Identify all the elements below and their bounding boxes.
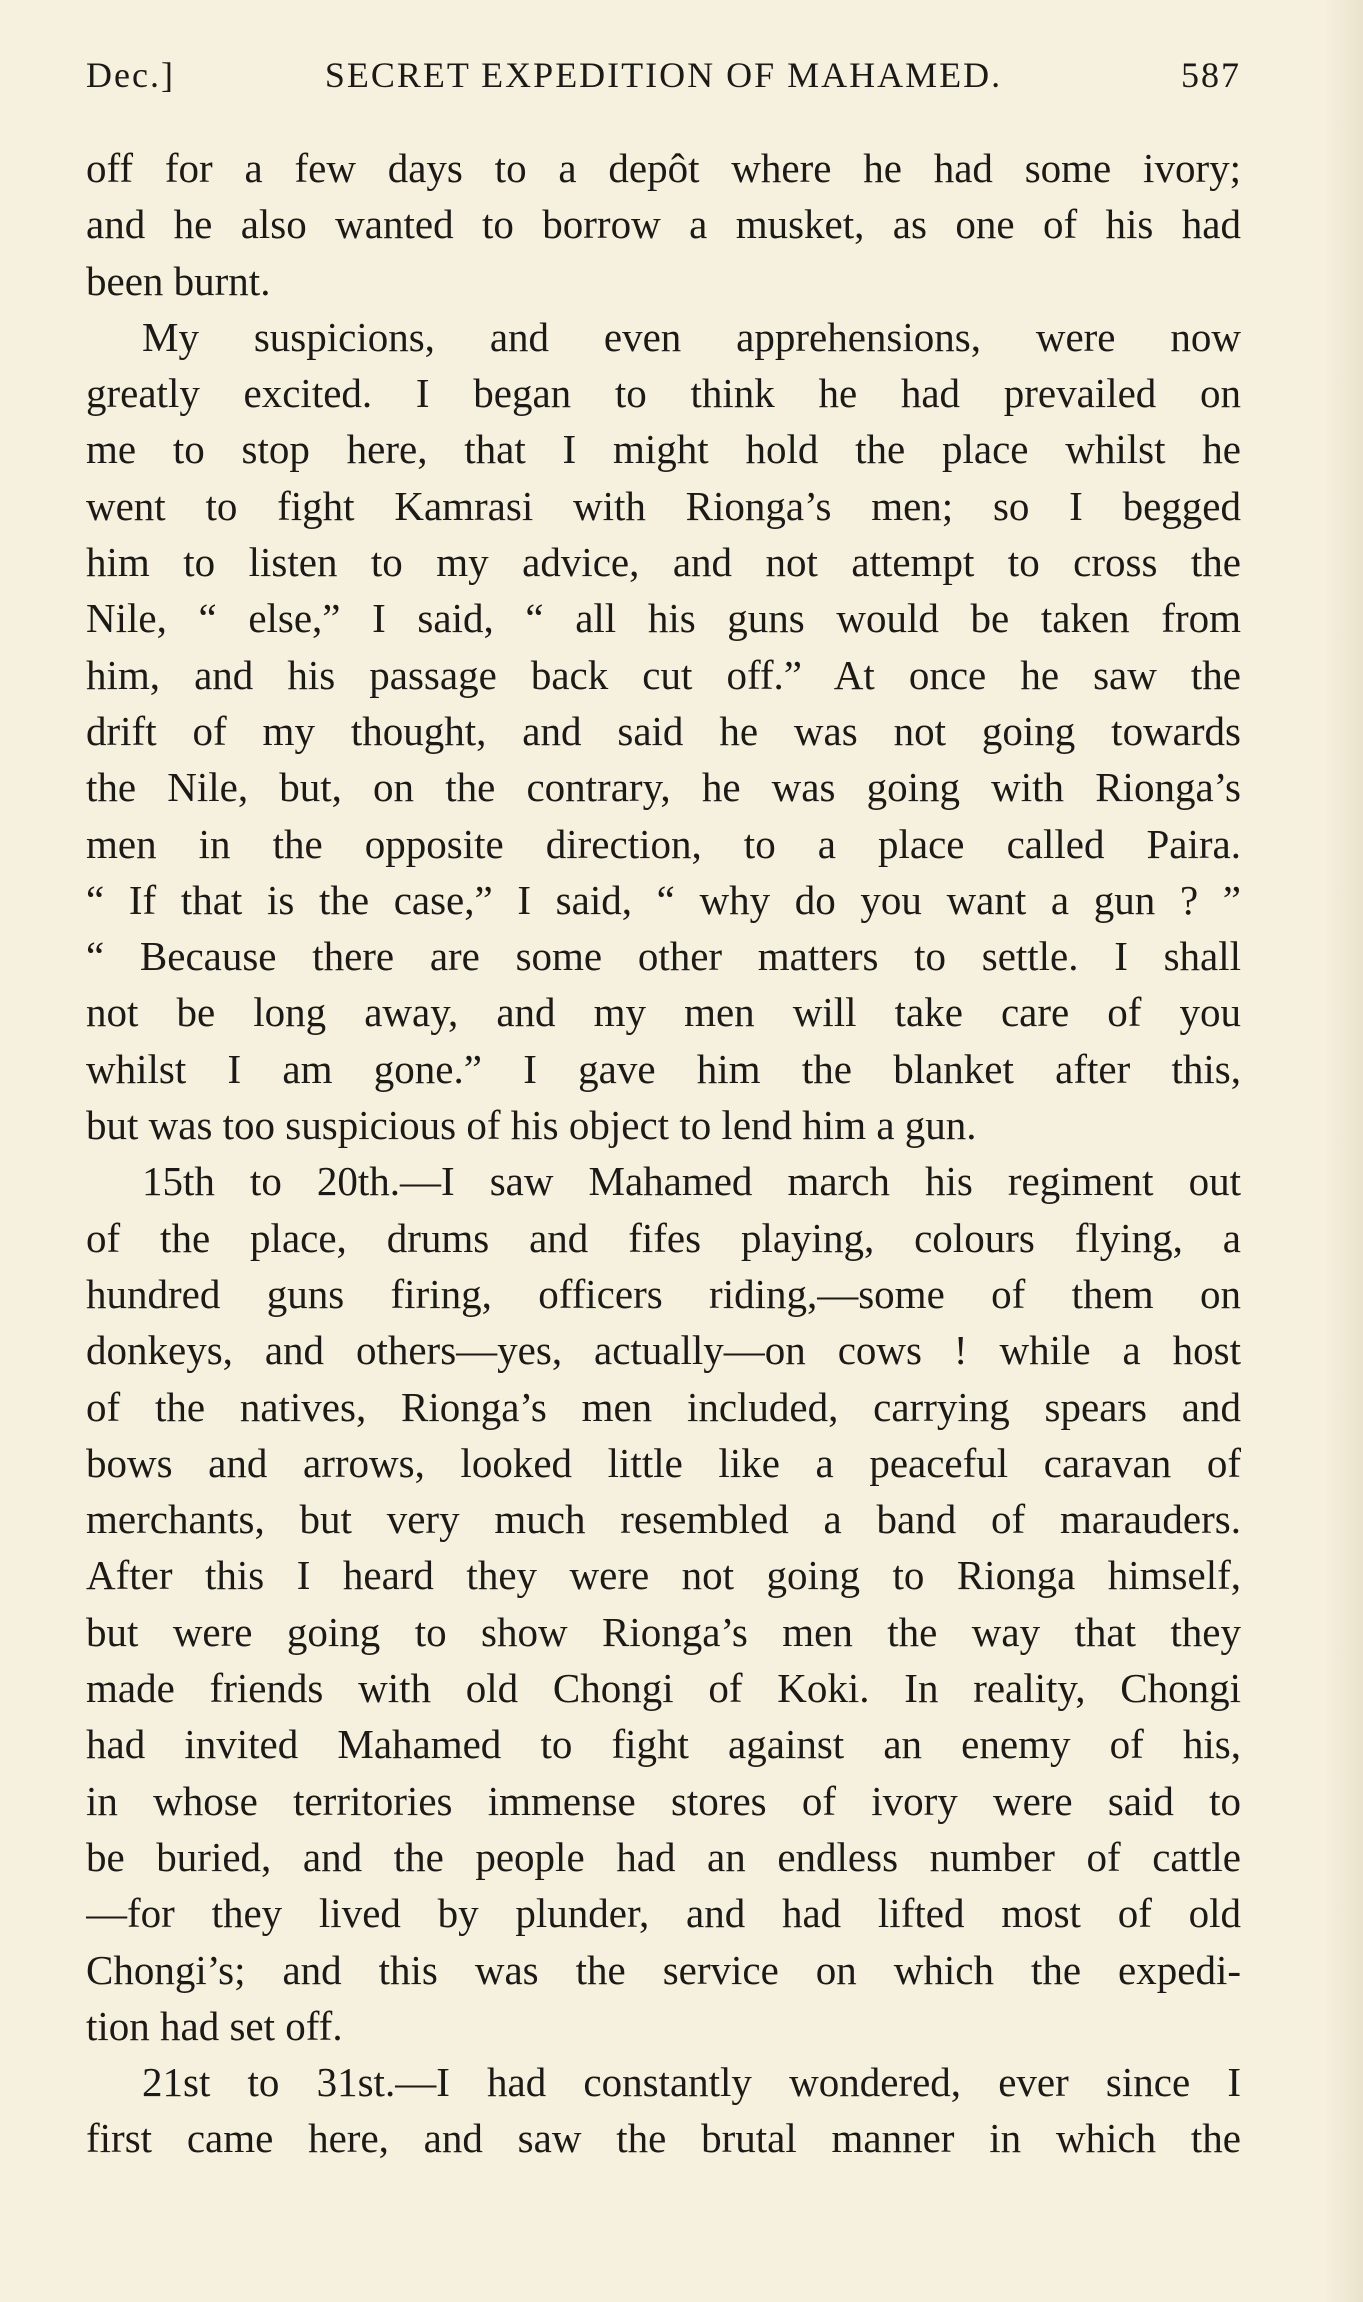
text-line: made friends with old Chongi of Koki. In reality, Chongi	[86, 1665, 1241, 1712]
text-line: —for they lived by plunder, and had lifted most of old	[86, 1890, 1241, 1937]
text-line: bows and arrows, looked little like a peaceful caravan of	[86, 1439, 1241, 1486]
text-line: not be long away, and my men will take care of you	[86, 989, 1241, 1036]
text-line: but were going to show Rionga’s men the way that they	[86, 1608, 1241, 1655]
text-line: donkeys, and others—yes, actually—on cows ! while a host	[86, 1327, 1241, 1374]
text-line: “ If that is the case,” I said, “ why do you want a gun ? ”	[86, 876, 1241, 923]
text-line: him, and his passage back cut off.” At once he saw the	[86, 651, 1241, 698]
text-line: first came here, and saw the brutal manner in which the	[86, 2115, 1241, 2162]
text-line: me to stop here, that I might hold the place whilst he	[86, 426, 1241, 473]
text-line: be buried, and the people had an endless number of cattle	[86, 1833, 1241, 1880]
text-line: Chongi’s; and this was the service on which the expedi-	[86, 1946, 1241, 1993]
text-line: in whose territories immense stores of ivory were said to	[86, 1777, 1241, 1824]
text-line: drift of my thought, and said he was not going towards	[86, 707, 1241, 754]
text-line: off for a few days to a depôt where he had some ivory;	[86, 145, 1241, 191]
text-line: of the natives, Rionga’s men included, carrying spears and	[86, 1383, 1241, 1430]
text-line: men in the opposite direction, to a place called Paira.	[86, 820, 1241, 867]
text-line: and he also wanted to borrow a musket, as one of his had	[86, 201, 1241, 248]
body-text	[86, 140, 1241, 2167]
text-line: “ Because there are some other matters to settle. I shall	[86, 933, 1241, 980]
text-line: greatly excited. I began to think he had prevailed on	[86, 370, 1241, 417]
text-line: After this I heard they were not going to Rionga himself,	[86, 1552, 1241, 1599]
text-line: 21st to 31st.—I had constantly wondered, ever since I	[142, 2059, 1241, 2106]
text-line: whilst I am gone.” I gave him the blanket after this,	[86, 1045, 1241, 1092]
text-line: My suspicions, and even apprehensions, were now	[142, 313, 1241, 360]
text-line: went to fight Kamrasi with Rionga’s men; so I begged	[86, 482, 1241, 529]
page-edge-shadow	[1323, 0, 1363, 2302]
running-header	[86, 54, 1241, 104]
text-line: but was too suspicious of his object to lend him a gun.	[86, 1102, 977, 1149]
text-line: been burnt.	[86, 257, 271, 304]
text-line: had invited Mahamed to fight against an enemy of his,	[86, 1721, 1241, 1768]
text-line: of the place, drums and fifes playing, colours flying, a	[86, 1214, 1241, 1261]
header-month: Dec.]	[86, 55, 175, 95]
text-line: merchants, but very much resembled a band of marauders.	[86, 1496, 1241, 1543]
text-line: 15th to 20th.—I saw Mahamed march his regiment out	[142, 1158, 1241, 1205]
page-number: 587	[1181, 55, 1241, 95]
text-line: the Nile, but, on the contrary, he was going with Rionga’s	[86, 764, 1241, 811]
text-line: him to listen to my advice, and not attempt to cross the	[86, 539, 1241, 586]
chapter-title: SECRET EXPEDITION OF MAHAMED.	[324, 55, 1003, 95]
text-line: tion had set off.	[86, 2002, 343, 2049]
text-line: Nile, “ else,” I said, “ all his guns would be taken from	[86, 595, 1241, 642]
text-line: hundred guns firing, officers riding,—some of them on	[86, 1270, 1241, 1317]
